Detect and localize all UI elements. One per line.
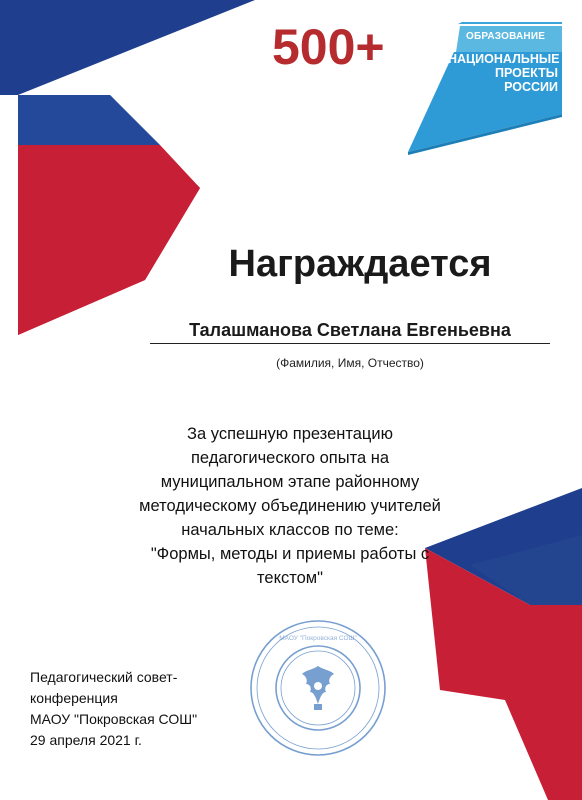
reason-line: педагогического опыта на xyxy=(190,449,390,467)
national-projects-logo-line: ПРОЕКТЫ xyxy=(494,66,558,80)
top-left-blue-shape xyxy=(18,0,255,95)
reason-line: методическому объединению учителей xyxy=(139,497,441,515)
national-projects-logo-line: РОССИИ xyxy=(504,80,558,94)
reason-line: За успешную презентацию xyxy=(187,425,393,443)
reason-line: муниципальном этапе районному xyxy=(160,473,420,491)
stamp-emblem-icon xyxy=(302,666,334,710)
issue-date: 29 апреля 2021 г. xyxy=(30,732,142,748)
award-title: Награждается xyxy=(228,243,492,285)
official-stamp xyxy=(248,618,388,758)
issuer-info xyxy=(30,667,260,751)
issuer-line: конференция xyxy=(30,690,118,706)
logo-500plus: 500+ xyxy=(272,19,385,75)
reason-line: "Формы, методы и приемы работы с xyxy=(150,545,430,563)
national-projects-logo-top: ОБРАЗОВАНИЕ xyxy=(466,31,546,42)
issuer-line: Педагогический совет- xyxy=(30,669,178,685)
award-reason xyxy=(90,422,490,590)
left-blue-mid xyxy=(18,95,160,145)
national-projects-logo xyxy=(398,22,562,162)
left-blue-edge xyxy=(0,0,18,95)
reason-line: начальных классов по теме: xyxy=(181,521,399,539)
reason-line: текстом" xyxy=(257,569,323,587)
national-projects-logo-text xyxy=(448,52,558,94)
name-hint: (Фамилия, Имя, Отчество) xyxy=(276,356,424,370)
national-projects-logo-line: НАЦИОНАЛЬНЫЕ xyxy=(448,52,560,66)
stamp-text: МАОУ "Покровская СОШ" xyxy=(279,635,357,642)
issuer-line: МАОУ "Покровская СОШ" xyxy=(30,711,198,727)
recipient-name: Талашманова Светлана Евгеньевна xyxy=(189,320,511,340)
name-underline xyxy=(150,343,550,344)
